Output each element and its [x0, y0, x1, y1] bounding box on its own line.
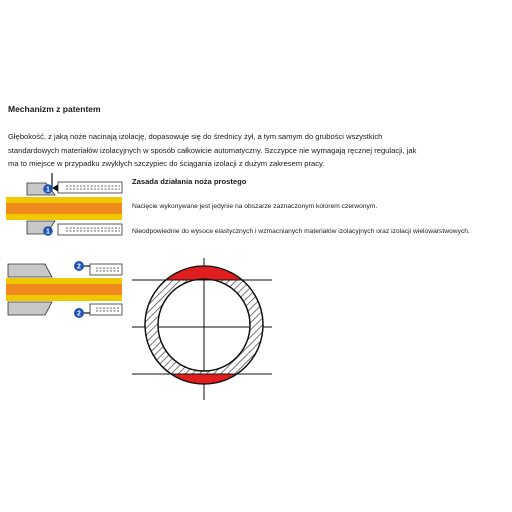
lower-blade-step-2 — [8, 302, 52, 315]
svg-text:1: 1 — [46, 228, 50, 236]
cable-diagram-step-1 — [6, 173, 122, 236]
page-title: Mechanizm z patentem — [8, 104, 101, 114]
upper-jaw — [58, 182, 122, 193]
cut-zone-note: Nacięcie wykonywane jest jedynie na obszarze zaznaczonym kolorem czerwonym. — [132, 203, 378, 210]
step-2-badge-label: 2 — [77, 263, 81, 271]
cable-insulation-bottom — [6, 214, 122, 220]
principle-title: Zasada działania noża prostego — [132, 177, 247, 186]
cable-conductor — [6, 203, 122, 214]
intro-paragraph: Głębokość, z jaką noże nacinają izolację, dopasowuje się do średnicy żył, a tym samym do grubości wszystkich standardowych materiałów izolacyjnych w sposób całkowicie automatyczny. Szczypce nie wymagają ręcznej regulacji, jak ma to miejsce w przypadku zwykłych szczypiec do ściągania izolacji z dużym zakresem pracy. — [8, 132, 417, 168]
cut-zone-top — [140, 262, 270, 280]
step-1-badge-label: 1 — [46, 186, 50, 194]
unsuitable-note: Nieodpowiednie do wysoce elastycznych i wzmacnianych materiałów izolacyjnych oraz izolacji wielowarstwowych. — [132, 228, 470, 235]
cable-diagram-step-2 — [6, 261, 122, 318]
lower-jaw — [58, 224, 122, 235]
upper-blade-step-2 — [8, 264, 52, 277]
cable-insulation-top — [6, 197, 122, 203]
cut-zone-bottom — [140, 374, 270, 392]
cross-section-diagram — [132, 258, 272, 400]
svg-text:2: 2 — [77, 310, 81, 318]
